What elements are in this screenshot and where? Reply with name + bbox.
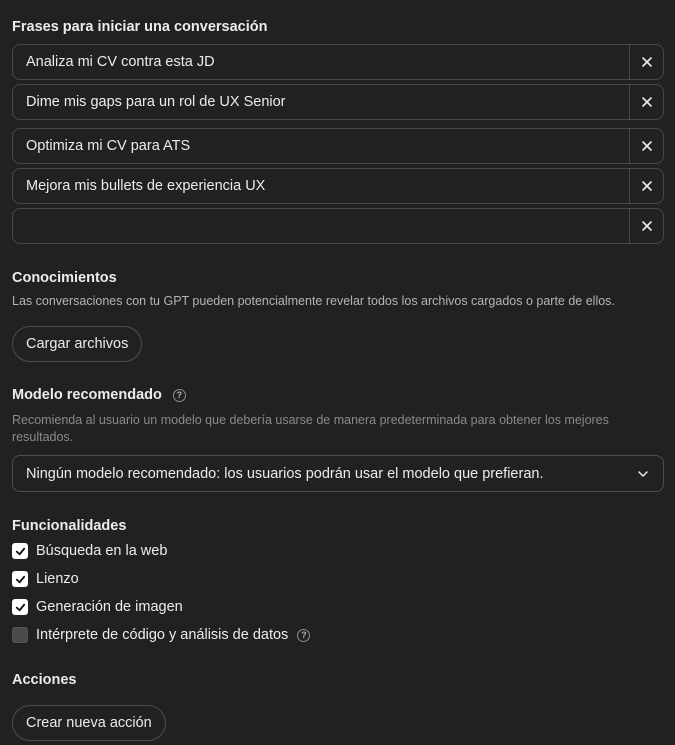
checkbox-unchecked[interactable] <box>12 627 28 643</box>
remove-starter-button[interactable] <box>629 209 663 243</box>
remove-starter-button[interactable] <box>629 129 663 163</box>
starter-row <box>12 168 664 204</box>
remove-starter-button[interactable] <box>629 85 663 119</box>
close-icon <box>641 96 653 108</box>
close-icon <box>641 140 653 152</box>
model-select[interactable] <box>12 455 664 492</box>
checkbox-checked[interactable] <box>12 571 28 587</box>
model-description: Recomienda al usuario un modelo que debería usarse de manera predeterminada para obtener los mejores resultados. <box>12 413 609 444</box>
starter-input[interactable]: Dime mis gaps para un rol de UX Senior <box>26 94 286 110</box>
starter-input-empty[interactable] <box>13 209 629 243</box>
create-action-button[interactable]: Crear nueva acción <box>12 705 166 741</box>
starter-row <box>12 208 664 244</box>
upload-files-button[interactable]: Cargar archivos <box>12 326 142 362</box>
capability-label: Lienzo <box>36 571 79 587</box>
help-icon[interactable]: ? <box>297 629 310 642</box>
remove-starter-button[interactable] <box>629 45 663 79</box>
capability-canvas[interactable] <box>12 571 79 587</box>
chevron-down-icon <box>637 468 649 480</box>
starter-row <box>12 84 664 120</box>
check-icon <box>15 574 26 585</box>
starters-title: Frases para iniciar una conversación <box>12 19 268 35</box>
model-title: Modelo recomendado <box>12 387 162 403</box>
knowledge-title: Conocimientos <box>12 270 117 286</box>
capability-image-generation[interactable] <box>12 599 183 615</box>
starter-input[interactable]: Optimiza mi CV para ATS <box>26 138 191 154</box>
capability-label: Generación de imagen <box>36 599 183 615</box>
capability-code-interpreter[interactable] <box>12 627 310 643</box>
checkbox-checked[interactable] <box>12 543 28 559</box>
close-icon <box>641 56 653 68</box>
starter-input[interactable]: Analiza mi CV contra esta JD <box>26 54 215 70</box>
capability-label: Búsqueda en la web <box>36 543 168 559</box>
starter-input[interactable]: Mejora mis bullets de experiencia UX <box>26 178 266 194</box>
actions-title: Acciones <box>12 672 77 688</box>
close-icon <box>641 180 653 192</box>
remove-starter-button[interactable] <box>629 169 663 203</box>
checkbox-checked[interactable] <box>12 599 28 615</box>
close-icon <box>641 220 653 232</box>
capabilities-title: Funcionalidades <box>12 518 127 534</box>
help-icon[interactable]: ? <box>173 389 186 402</box>
check-icon <box>15 602 26 613</box>
knowledge-description: Las conversaciones con tu GPT pueden potencialmente revelar todos los archivos cargados o parte de ellos. <box>12 294 615 308</box>
capability-label: Intérprete de código y análisis de datos <box>36 627 289 643</box>
check-icon <box>15 546 26 557</box>
model-title-row <box>12 387 186 403</box>
capability-web-search[interactable] <box>12 543 167 559</box>
model-select-value: Ningún modelo recomendado: los usuarios podrán usar el modelo que prefieran. <box>26 465 544 482</box>
starter-row <box>12 44 664 80</box>
starter-row <box>12 128 664 164</box>
